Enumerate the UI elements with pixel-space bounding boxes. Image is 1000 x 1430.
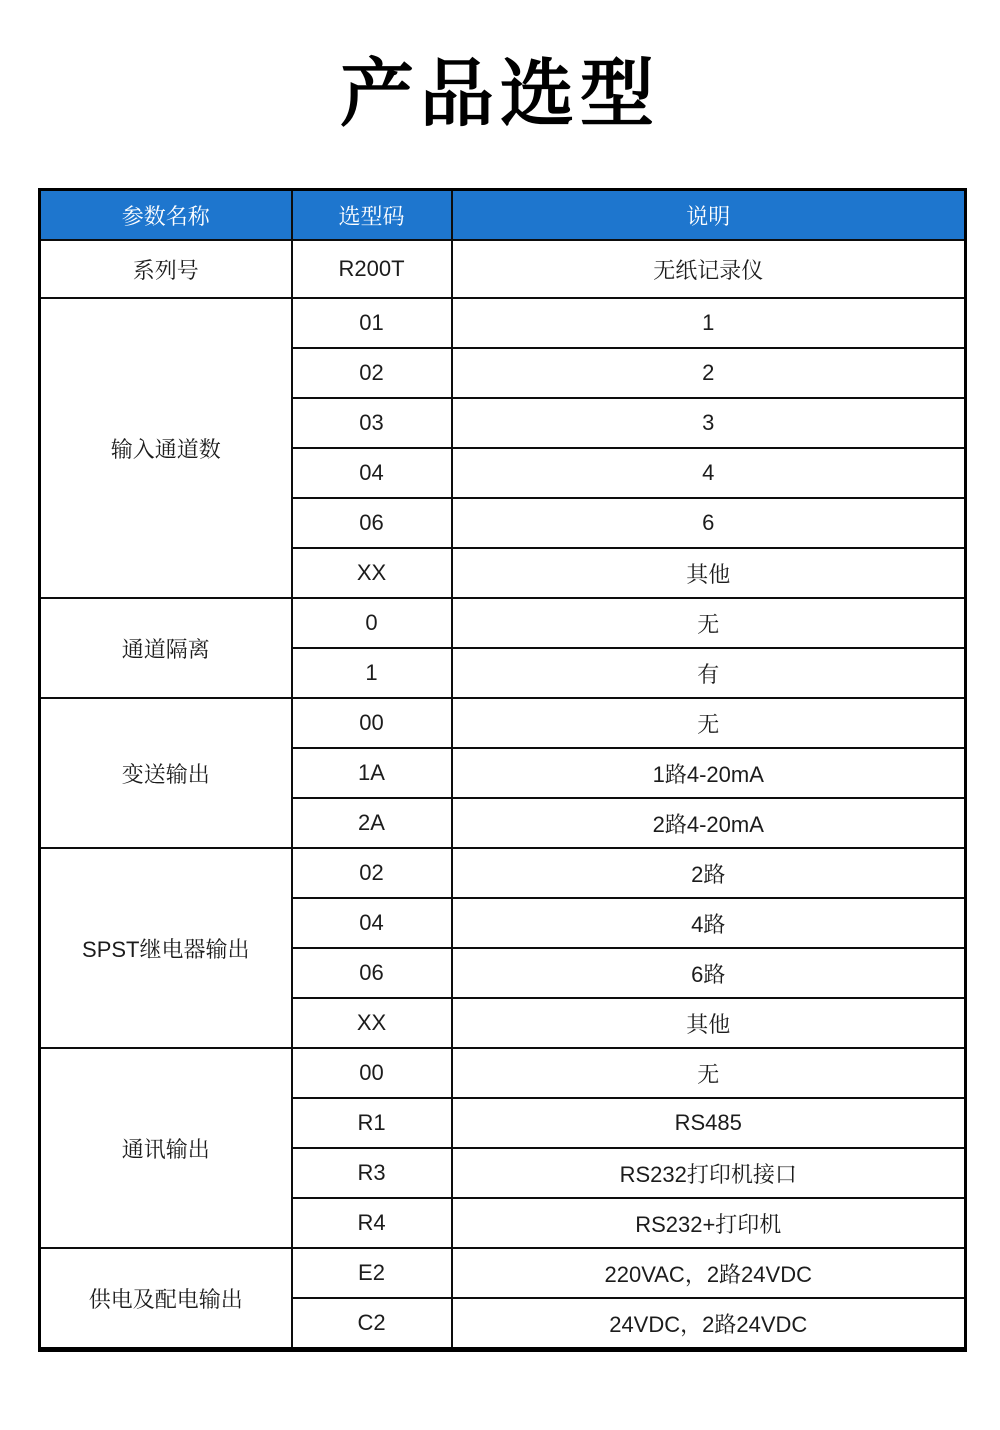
code-cell: 01 [292, 298, 452, 348]
product-selection-table [38, 188, 967, 1352]
header-param-name: 参数名称 [40, 190, 292, 241]
code-cell: 06 [292, 948, 452, 998]
group-transmit-output: 变送输出 [40, 698, 292, 848]
table-row [40, 598, 966, 648]
table-row [40, 848, 966, 898]
desc-cell: 3 [452, 398, 966, 448]
group-power-output: 供电及配电输出 [40, 1248, 292, 1350]
table-row [40, 1248, 966, 1298]
desc-cell: 2路 [452, 848, 966, 898]
code-cell: R1 [292, 1098, 452, 1148]
desc-cell: 无 [452, 698, 966, 748]
table-header-row [40, 190, 966, 241]
code-cell: 06 [292, 498, 452, 548]
code-cell: 02 [292, 348, 452, 398]
desc-cell: 1 [452, 298, 966, 348]
code-cell: C2 [292, 1298, 452, 1350]
desc-cell: 220VAC，2路24VDC [452, 1248, 966, 1298]
code-cell: 0 [292, 598, 452, 648]
desc-cell: 无 [452, 1048, 966, 1098]
code-cell: 00 [292, 698, 452, 748]
header-selection-code: 选型码 [292, 190, 452, 241]
desc-cell: 6路 [452, 948, 966, 998]
code-cell: XX [292, 548, 452, 598]
desc-cell: 无 [452, 598, 966, 648]
group-series-no: 系列号 [40, 240, 292, 298]
header-description: 说明 [452, 190, 966, 241]
desc-cell: 2 [452, 348, 966, 398]
group-spst-relay-output: SPST继电器输出 [40, 848, 292, 1048]
desc-cell: 其他 [452, 548, 966, 598]
code-cell: R200T [292, 240, 452, 298]
code-cell: 00 [292, 1048, 452, 1098]
table-row [40, 698, 966, 748]
desc-cell: 6 [452, 498, 966, 548]
desc-cell: 有 [452, 648, 966, 698]
code-cell: R4 [292, 1198, 452, 1248]
group-channel-isolation: 通道隔离 [40, 598, 292, 698]
group-comm-output: 通讯输出 [40, 1048, 292, 1248]
code-cell: 03 [292, 398, 452, 448]
table-row [40, 1048, 966, 1098]
code-cell: XX [292, 998, 452, 1048]
code-cell: R3 [292, 1148, 452, 1198]
table-row [40, 298, 966, 348]
code-cell: 2A [292, 798, 452, 848]
desc-cell: 4 [452, 448, 966, 498]
code-cell: 04 [292, 448, 452, 498]
code-cell: 1 [292, 648, 452, 698]
page-title: 产品选型 [340, 51, 660, 137]
desc-cell: 无纸记录仪 [452, 240, 966, 298]
desc-cell: 24VDC，2路24VDC [452, 1298, 966, 1350]
code-cell: 04 [292, 898, 452, 948]
code-cell: 02 [292, 848, 452, 898]
desc-cell: RS232+打印机 [452, 1198, 966, 1248]
desc-cell: 1路4-20mA [452, 748, 966, 798]
code-cell: 1A [292, 748, 452, 798]
desc-cell: RS232打印机接口 [452, 1148, 966, 1198]
table-row [40, 240, 966, 298]
desc-cell: 其他 [452, 998, 966, 1048]
desc-cell: 4路 [452, 898, 966, 948]
code-cell: E2 [292, 1248, 452, 1298]
group-input-channels: 输入通道数 [40, 298, 292, 598]
desc-cell: 2路4-20mA [452, 798, 966, 848]
desc-cell: RS485 [452, 1098, 966, 1148]
